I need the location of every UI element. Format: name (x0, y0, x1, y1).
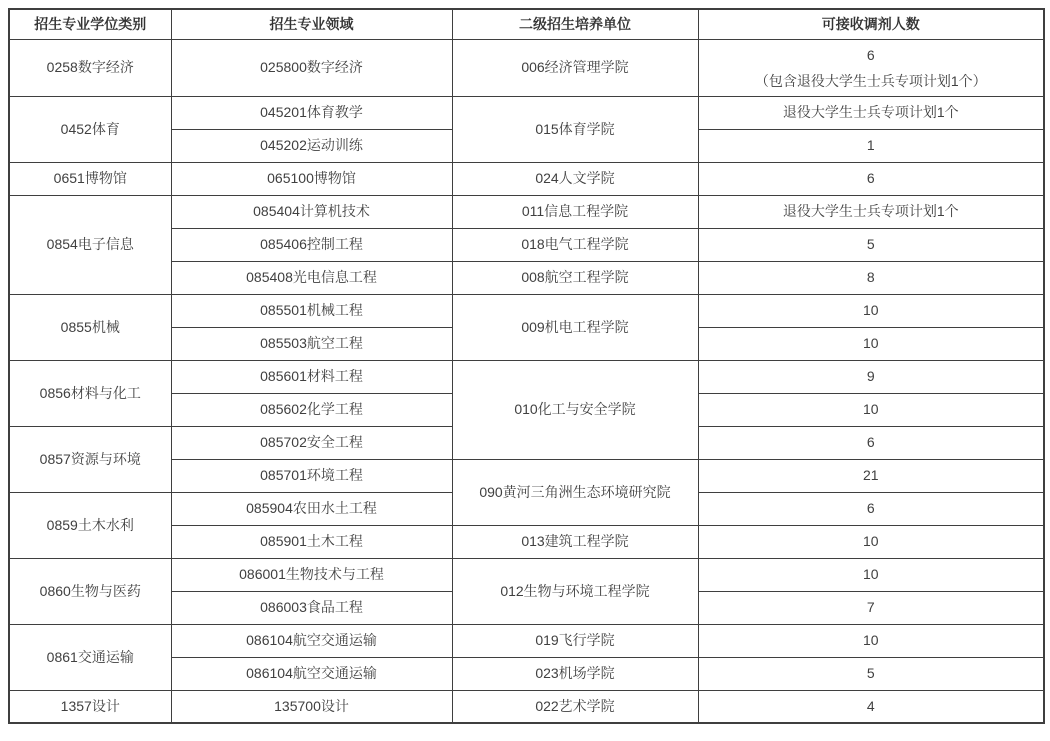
page (8, 8, 1045, 724)
table-row (9, 690, 1044, 723)
table-cell: 7 (698, 591, 1044, 624)
table-cell: 0452体育 (9, 96, 171, 162)
table-cell: 0856材料与化工 (9, 360, 171, 426)
table-cell: 5 (698, 228, 1044, 261)
cell-text-line: （包含退役大学生士兵专项计划1个） (754, 72, 987, 89)
table-cell: 018电气工程学院 (452, 228, 698, 261)
table-cell: 010化工与安全学院 (452, 360, 698, 459)
cell-text-line: 6 (866, 46, 875, 63)
table-cell: 015体育学院 (452, 96, 698, 162)
table-cell: 012生物与环境工程学院 (452, 558, 698, 624)
table-cell: 086001生物技术与工程 (171, 558, 452, 591)
table-cell: 6 (698, 162, 1044, 195)
table-cell: 086104航空交通运输 (171, 624, 452, 657)
table-cell: 10 (698, 525, 1044, 558)
table-cell: 0855机械 (9, 294, 171, 360)
table-cell: 10 (698, 558, 1044, 591)
column-header-training-unit: 二级招生培养单位 (452, 9, 698, 39)
table-cell: 008航空工程学院 (452, 261, 698, 294)
table-cell: 085404计算机技术 (171, 195, 452, 228)
table-cell: 085702安全工程 (171, 426, 452, 459)
table-cell: 0651博物馆 (9, 162, 171, 195)
table-cell: 9 (698, 360, 1044, 393)
table-row (9, 294, 1044, 327)
table-row (9, 558, 1044, 591)
table-cell: 006经济管理学院 (452, 39, 698, 96)
table-cell: 085901土木工程 (171, 525, 452, 558)
column-header-major-field: 招生专业领域 (171, 9, 452, 39)
table-cell: 5 (698, 657, 1044, 690)
table-cell: 024人文学院 (452, 162, 698, 195)
admission-adjustment-table (8, 8, 1045, 724)
table-cell: 045202运动训练 (171, 129, 452, 162)
table-cell: 085503航空工程 (171, 327, 452, 360)
table-cell: 085701环境工程 (171, 459, 452, 492)
table-cell: 065100博物馆 (171, 162, 452, 195)
table-row (9, 39, 1044, 96)
table-cell: 0860生物与医药 (9, 558, 171, 624)
table-body (9, 39, 1044, 723)
table-row (9, 96, 1044, 129)
table-row (9, 360, 1044, 393)
table-cell: 0859土木水利 (9, 492, 171, 558)
table-cell: 086003食品工程 (171, 591, 452, 624)
table-cell: 10 (698, 327, 1044, 360)
table-cell: 退役大学生士兵专项计划1个 (698, 195, 1044, 228)
table-row (9, 195, 1044, 228)
table-cell: 退役大学生士兵专项计划1个 (698, 96, 1044, 129)
table-cell: 21 (698, 459, 1044, 492)
table-cell: 045201体育教学 (171, 96, 452, 129)
table-cell: 086104航空交通运输 (171, 657, 452, 690)
table-cell: 023机场学院 (452, 657, 698, 690)
table-cell: 085408光电信息工程 (171, 261, 452, 294)
table-cell: 4 (698, 690, 1044, 723)
table-cell: 085601材料工程 (171, 360, 452, 393)
column-header-transfer-quota: 可接收调剂人数 (698, 9, 1044, 39)
table-cell: 009机电工程学院 (452, 294, 698, 360)
table-cell: 0258数字经济 (9, 39, 171, 96)
table-cell: 10 (698, 294, 1044, 327)
table-cell (698, 39, 1044, 96)
table-cell: 085602化学工程 (171, 393, 452, 426)
table-cell: 019飞行学院 (452, 624, 698, 657)
table-cell: 090黄河三角洲生态环境研究院 (452, 459, 698, 525)
table-header-row (9, 9, 1044, 39)
table-cell: 8 (698, 261, 1044, 294)
table-cell: 10 (698, 393, 1044, 426)
table-cell: 013建筑工程学院 (452, 525, 698, 558)
table-row (9, 162, 1044, 195)
table-cell: 025800数字经济 (171, 39, 452, 96)
table-cell: 6 (698, 492, 1044, 525)
column-header-degree-category: 招生专业学位类别 (9, 9, 171, 39)
table-cell: 0854电子信息 (9, 195, 171, 294)
table-cell: 6 (698, 426, 1044, 459)
table-cell: 085904农田水土工程 (171, 492, 452, 525)
table-cell: 011信息工程学院 (452, 195, 698, 228)
table-cell: 0857资源与环境 (9, 426, 171, 492)
table-cell: 0861交通运输 (9, 624, 171, 690)
table-cell: 1 (698, 129, 1044, 162)
table-cell: 022艺术学院 (452, 690, 698, 723)
table-row (9, 624, 1044, 657)
table-cell: 085406控制工程 (171, 228, 452, 261)
table-cell: 10 (698, 624, 1044, 657)
table-cell: 135700设计 (171, 690, 452, 723)
table-cell: 1357设计 (9, 690, 171, 723)
table-cell: 085501机械工程 (171, 294, 452, 327)
